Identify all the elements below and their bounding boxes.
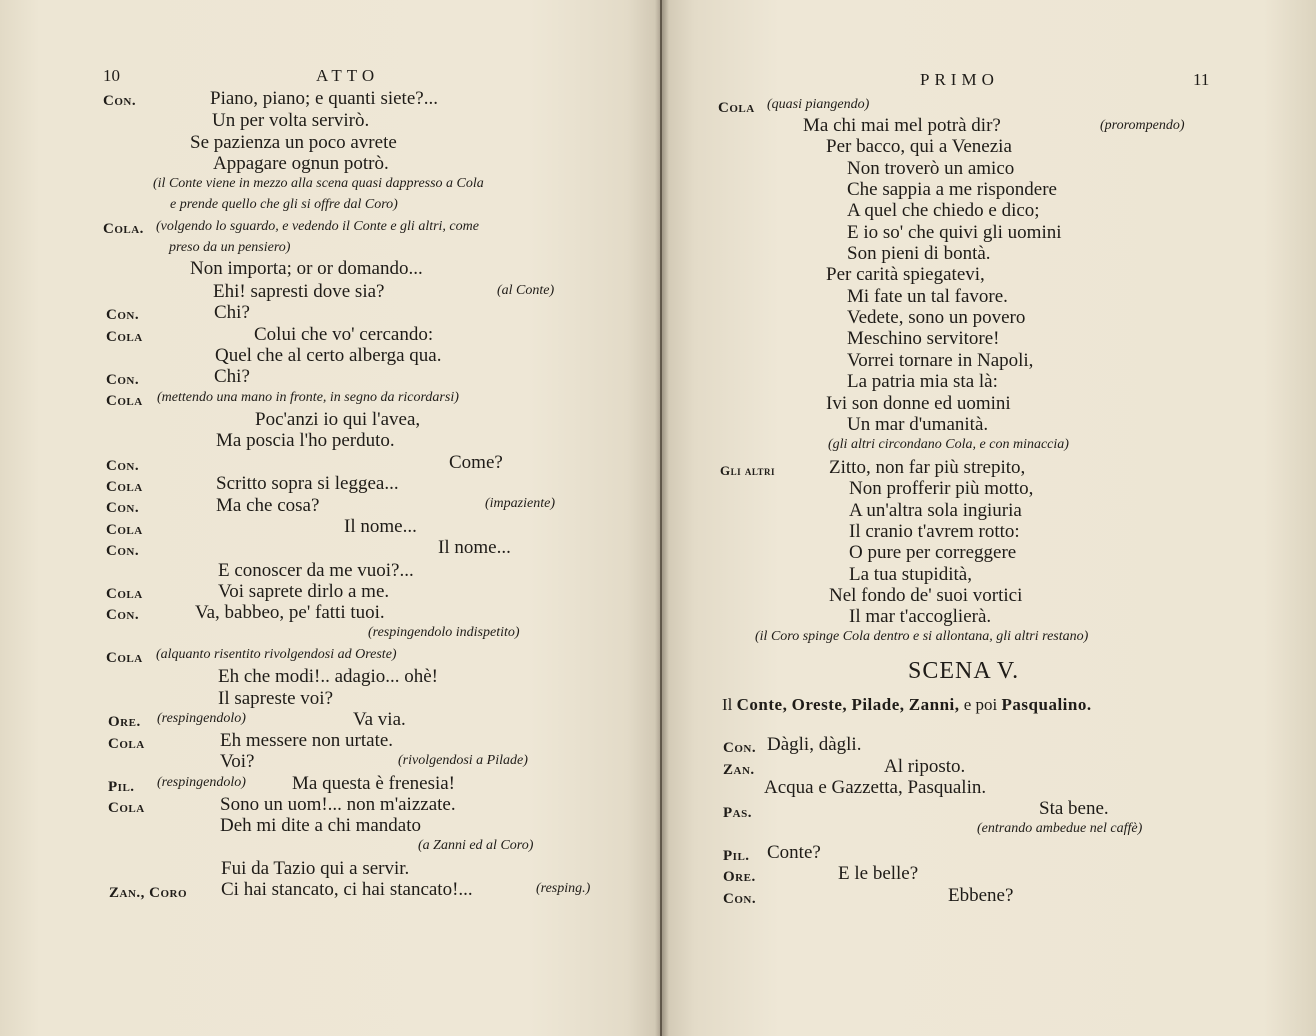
stage-direction: (respingendolo) (157, 711, 246, 726)
speaker: Cola (106, 586, 143, 602)
speaker: Cola. (103, 221, 144, 237)
speaker: Cola (718, 100, 755, 116)
speaker: Con. (106, 543, 140, 559)
verse-line: Quel che al certo alberga qua. (215, 345, 442, 366)
speaker: Zan., Coro (109, 885, 188, 901)
verse-line: Il sapreste voi? (218, 688, 334, 709)
speaker: Gli altri (720, 463, 776, 478)
character-name: Pilade, (851, 695, 905, 714)
speaker: Cola (106, 393, 143, 409)
verse-line: Come? (449, 452, 503, 473)
verse-line: E le belle? (838, 863, 919, 884)
verse-line: Ma poscia l'ho perduto. (216, 430, 395, 451)
speaker: Ore. (723, 869, 756, 885)
verse-line: Voi? (220, 751, 255, 772)
verse-line: Ma questa è frenesia! (292, 773, 456, 794)
verse-line: Non profferir più motto, (849, 478, 1034, 499)
verse-line: Ma chi mai mel potrà dir? (803, 115, 1001, 136)
verse-line: Son pieni di bontà. (847, 243, 991, 264)
speaker: Con. (723, 740, 757, 756)
verse-line: Mi fate un tal favore. (847, 286, 1008, 307)
verse-line: Il cranio t'avrem rotto: (849, 521, 1020, 542)
speaker: Con. (103, 93, 137, 109)
verse-line: Conte? (767, 842, 821, 863)
speaker: Con. (106, 372, 140, 388)
verse-line: Che sappia a me rispondere (847, 179, 1057, 200)
character-name: Pasqualino. (1001, 695, 1092, 714)
speaker: Cola (106, 650, 143, 666)
verse-line: Ebbene? (948, 885, 1014, 906)
speaker: Pil. (723, 848, 750, 864)
verse-line: Non troverò un amico (847, 158, 1015, 179)
verse-line: Chi? (214, 302, 250, 323)
book-gutter (655, 0, 669, 1036)
speaker: Cola (108, 736, 145, 752)
speaker: Cola (108, 800, 145, 816)
running-header: ATTO (316, 66, 380, 85)
stage-direction: (respingendolo) (157, 775, 246, 790)
verse-line: Colui che vo' cercando: (254, 324, 434, 345)
stage-direction: (il Conte viene in mezzo alla scena quasi dappresso a Cola (153, 176, 484, 191)
character-name: Zanni, (908, 695, 960, 714)
verse-line: Vorrei tornare in Napoli, (847, 350, 1034, 371)
verse-line: Meschino servitore! (847, 328, 1000, 349)
character-name: Oreste, (791, 695, 848, 714)
verse-line: Per bacco, qui a Venezia (826, 136, 1012, 157)
scene-characters (722, 695, 1092, 715)
stage-direction: (rivolgendosi a Pilade) (398, 753, 528, 768)
verse-line: Ivi son donne ed uomini (826, 393, 1011, 414)
stage-direction: (il Coro spinge Cola dentro e si allontana, gli altri restano) (755, 629, 1089, 644)
verse-line: E conoscer da me vuoi?... (218, 560, 414, 581)
verse-line: Fui da Tazio qui a servir. (221, 858, 410, 879)
speaker: Con. (106, 458, 140, 474)
verse-line: Vedete, sono un povero (847, 307, 1026, 328)
speaker: Cola (106, 479, 143, 495)
stage-direction: (impaziente) (485, 496, 555, 511)
verse-line: Se pazienza un poco avrete (190, 132, 397, 153)
stage-direction: (gli altri circondano Cola, e con minaccia) (828, 437, 1069, 452)
stage-direction: preso da un pensiero) (169, 240, 291, 255)
stage-direction: (al Conte) (497, 283, 555, 298)
speaker: Cola (106, 522, 143, 538)
speaker: Con. (106, 607, 140, 623)
verse-line: Piano, piano; e quanti siete?... (210, 88, 438, 109)
stage-direction: (mettendo una mano in fronte, in segno da ricordarsi) (157, 390, 459, 405)
verse-line: Sono un uom!... non m'aizzate. (220, 794, 456, 815)
stage-direction: (respingendolo indispetito) (368, 625, 520, 640)
verse-line: Un per volta servirò. (212, 110, 370, 131)
speaker: Con. (723, 891, 757, 907)
stage-direction: (prorompendo) (1100, 118, 1185, 133)
verse-line: Ci hai stancato, ci hai stancato!... (221, 879, 473, 900)
speaker: Con. (106, 500, 140, 516)
verse-line: Ma che cosa? (216, 495, 320, 516)
speaker: Con. (106, 307, 140, 323)
verse-line: Al riposto. (884, 756, 966, 777)
scene-title: SCENA V. (908, 658, 1020, 684)
right-page (662, 0, 1316, 1036)
verse-line: E io so' che quivi gli uomini (847, 222, 1062, 243)
verse-line: Va, babbeo, pe' fatti tuoi. (195, 602, 385, 623)
verse-line: Il nome... (438, 537, 511, 558)
verse-line: Eh messere non urtate. (220, 730, 394, 751)
stage-direction: (alquanto risentito rivolgendosi ad Oreste) (156, 647, 397, 662)
verse-line: Scritto sopra si leggea... (216, 473, 399, 494)
stage-direction: (a Zanni ed al Coro) (418, 838, 534, 853)
verse-line: La patria mia sta là: (847, 371, 998, 392)
stage-direction: (resping.) (536, 881, 591, 896)
verse-line: Appagare ognun potrò. (213, 153, 389, 174)
speaker: Pas. (723, 805, 752, 821)
verse-line: Un mar d'umanità. (847, 414, 989, 435)
speaker: Ore. (108, 714, 141, 730)
verse-line: Dàgli, dàgli. (767, 734, 862, 755)
running-header: PRIMO (920, 70, 999, 89)
scene-characters-connector: e poi (963, 695, 998, 714)
verse-line: O pure per correggere (849, 542, 1017, 563)
verse-line: Acqua e Gazzetta, Pasqualin. (764, 777, 987, 798)
verse-line: Zitto, non far più strepito, (829, 457, 1026, 478)
verse-line: Eh che modi!.. adagio... ohè! (218, 666, 439, 687)
verse-line: Il mar t'accoglierà. (849, 606, 992, 627)
stage-direction: (volgendo lo sguardo, e vedendo il Conte e gli altri, come (156, 219, 479, 234)
page-number: 11 (1193, 70, 1210, 89)
character-name: Conte, (736, 695, 788, 714)
verse-line: Il nome... (344, 516, 417, 537)
verse-line: La tua stupidità, (849, 564, 972, 585)
verse-line: Nel fondo de' suoi vortici (829, 585, 1023, 606)
speaker: Zan. (723, 762, 755, 778)
verse-line: Va via. (353, 709, 406, 730)
verse-line: Ehi! sapresti dove sia? (213, 281, 385, 302)
verse-line: Poc'anzi io qui l'avea, (255, 409, 421, 430)
stage-direction: (entrando ambedue nel caffè) (977, 821, 1143, 836)
verse-line: Voi saprete dirlo a me. (218, 581, 390, 602)
verse-line: Sta bene. (1039, 798, 1109, 819)
verse-line: Per carità spiegatevi, (826, 264, 985, 285)
speaker: Cola (106, 329, 143, 345)
page-number: 10 (103, 66, 120, 85)
speaker: Pil. (108, 779, 135, 795)
verse-line: Non importa; or or domando... (190, 258, 423, 279)
verse-line: Deh mi dite a chi mandato (220, 815, 422, 836)
scene-characters-prefix: Il (722, 695, 733, 714)
stage-direction: (quasi piangendo) (767, 97, 870, 112)
verse-line: Chi? (214, 366, 250, 387)
verse-line: A un'altra sola ingiuria (849, 500, 1022, 521)
verse-line: A quel che chiedo e dico; (847, 200, 1040, 221)
stage-direction: e prende quello che gli si offre dal Coro) (170, 197, 398, 212)
